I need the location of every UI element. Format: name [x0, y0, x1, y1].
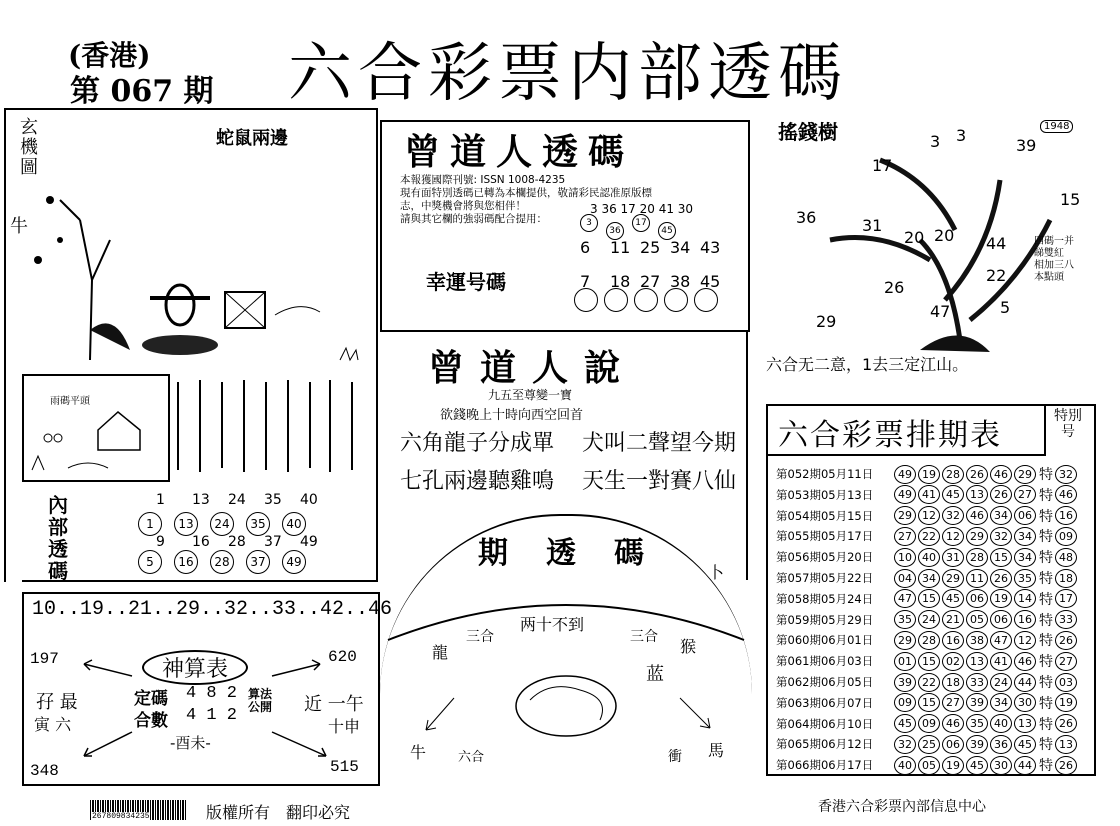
calc-top-right: 620 [328, 648, 357, 666]
saying-sub2: 欲錢晚上十時向西空回首 [440, 408, 584, 423]
draw-number: 45 [1014, 735, 1036, 754]
neibu-top-number: 37 [264, 534, 282, 550]
calc-bottom-right: 515 [330, 758, 359, 776]
special-char: 特 [1039, 737, 1053, 754]
draw-number: 38 [966, 631, 988, 650]
draw-number: 09 [918, 714, 940, 733]
draw-number: 31 [942, 548, 964, 567]
lucky-ball-outline [664, 288, 688, 312]
special-char: 特 [1039, 529, 1053, 546]
special-char: 特 [1039, 675, 1053, 691]
tree-number: 20 [904, 228, 925, 247]
draw-number: 21 [942, 610, 964, 629]
tree-number: 26 [884, 278, 905, 297]
draw-number: 29 [1014, 465, 1036, 484]
neibu-top-number: 49 [300, 534, 318, 550]
notice-line: 本報獲國際刊號: ISSN 1008-4235 [400, 174, 566, 186]
schedule-date: 第062期06月05日 [776, 675, 874, 689]
mid-title: 曾道人透碼 [404, 132, 635, 173]
mid-handwritten: 3 36 17 20 41 30 [590, 202, 694, 216]
period-scribble: 蓝 [646, 664, 664, 685]
draw-number: 35 [966, 714, 988, 733]
neibu-ball: 28 [210, 550, 234, 574]
draw-number: 34 [918, 569, 940, 588]
draw-number: 12 [942, 527, 964, 546]
special-char: 特 [1039, 695, 1053, 712]
saying-title: 曾道人說 [428, 348, 637, 389]
draw-number: 16 [1014, 610, 1036, 629]
schedule-row [776, 650, 1088, 672]
lucky-number: 6 [580, 238, 591, 257]
draw-number: 19 [990, 589, 1012, 608]
lucky-number: 34 [670, 238, 691, 257]
special-char: 特 [1039, 467, 1053, 483]
schedule-row [776, 713, 1088, 735]
draw-number: 41 [918, 485, 940, 504]
draw-number: 33 [966, 673, 988, 692]
special-char: 特 [1039, 487, 1053, 504]
draw-number: 06 [1014, 506, 1036, 525]
draw-number: 06 [990, 610, 1012, 629]
lucky-label: 幸運号碼 [426, 270, 506, 294]
xuanji-label: 玄機圖 [20, 117, 38, 178]
special-char: 特 [1039, 591, 1053, 608]
lucky-number: 27 [640, 272, 661, 291]
house-riddle-title: 雨碼平頭 [50, 396, 90, 407]
neibu-ball: 49 [282, 550, 306, 574]
draw-number: 01 [894, 652, 916, 671]
top-ball: 45 [658, 222, 676, 240]
horse-label: 馬 [708, 741, 725, 760]
schedule-date: 第059期05月29日 [776, 612, 874, 627]
saying-line2a: 七孔兩邊聽雞鳴 [400, 469, 555, 494]
draw-number: 35 [1014, 569, 1036, 588]
chong-label: 衝 [668, 749, 682, 765]
handwritten-columns [170, 376, 370, 476]
special-number: 19 [1055, 693, 1077, 712]
draw-number: 44 [1014, 756, 1036, 775]
period-center: 两十不到 [520, 615, 585, 634]
barcode-number: 267809834235 [92, 812, 150, 821]
saying-line1a: 六角龍子分成單 [400, 431, 555, 456]
tree-title: 搖錢樹 [778, 120, 838, 144]
draw-number: 15 [918, 652, 940, 671]
draw-number: 45 [894, 714, 916, 733]
draw-number: 13 [966, 485, 988, 504]
calc-bottom-text: -酉未- [170, 734, 211, 752]
neibu-top-number: 40 [300, 492, 318, 508]
period-arc-lines [380, 580, 752, 780]
draw-number: 40 [894, 756, 916, 775]
special-number: 18 [1055, 569, 1077, 588]
notice-line: 現有面特別透碼已轉為本欄提供，敬請彩民認准原版標 [400, 187, 652, 199]
draw-number: 39 [966, 735, 988, 754]
riddle-note: 牛 [10, 216, 28, 237]
sanhe-right: 三合 [630, 629, 658, 645]
draw-number: 45 [966, 756, 988, 775]
draw-number: 34 [1014, 527, 1036, 546]
schedule-row [776, 671, 1088, 693]
calc-left-hand: 孖 最 [36, 692, 78, 713]
draw-number: 30 [990, 756, 1012, 775]
neibu-top-number: 13 [192, 492, 210, 508]
draw-number: 24 [918, 610, 940, 629]
draw-number: 28 [966, 548, 988, 567]
monkey-label: 猴 [680, 637, 697, 656]
special-char: 特 [1039, 508, 1053, 525]
period-title: 期透碼 [478, 536, 682, 571]
schedule-row [776, 609, 1088, 631]
draw-number: 30 [1014, 693, 1036, 712]
schedule-date: 第064期06月10日 [776, 716, 874, 731]
schedule-date: 第057期05月22日 [776, 571, 874, 585]
top-ball: 36 [606, 222, 624, 240]
schedule-date: 第065期06月12日 [776, 737, 874, 752]
special-number: 13 [1055, 735, 1077, 754]
tree-number: 29 [816, 312, 837, 331]
page-title: 六合彩票内部透碼 [288, 37, 848, 111]
special-number: 33 [1055, 610, 1077, 629]
tree-number: 5 [1000, 298, 1011, 317]
draw-number: 32 [894, 735, 916, 754]
schedule-row [776, 629, 1088, 651]
lucky-number: 38 [670, 272, 691, 291]
draw-number: 12 [918, 506, 940, 525]
special-number-label: 特別号 [1054, 408, 1082, 440]
riddle-illustration [20, 180, 360, 370]
draw-number: 02 [942, 652, 964, 671]
notice-line: 志，中獎機會將與您相伴！ [400, 200, 526, 212]
tree-side-note: 四碼一并睇雙紅 相加三八本點頭 [1034, 236, 1074, 283]
draw-number: 22 [918, 527, 940, 546]
draw-number: 05 [918, 756, 940, 775]
he-value: 4 1 2 [186, 706, 238, 725]
schedule-row [776, 463, 1088, 485]
tree-number: 36 [796, 208, 817, 227]
draw-number: 34 [990, 506, 1012, 525]
special-number: 27 [1055, 652, 1077, 671]
notice-line: 請與其它欄的強弱碼配合提用： [400, 213, 547, 225]
draw-number: 19 [942, 756, 964, 775]
draw-number: 15 [918, 589, 940, 608]
calc-right-hand2: 十申 [328, 717, 361, 736]
draw-number: 32 [990, 527, 1012, 546]
draw-number: 46 [966, 506, 988, 525]
neibu-top-number: 16 [192, 534, 210, 550]
region-label: (香港) [68, 39, 151, 72]
neibu-ball: 24 [210, 512, 234, 536]
special-char: 特 [1039, 550, 1053, 567]
draw-number: 06 [942, 735, 964, 754]
special-number: 26 [1055, 631, 1077, 650]
draw-number: 22 [918, 673, 940, 692]
draw-number: 29 [942, 569, 964, 588]
draw-number: 46 [1014, 652, 1036, 671]
draw-number: 12 [1014, 631, 1036, 650]
tree-number: 31 [862, 216, 883, 235]
draw-number: 11 [966, 569, 988, 588]
schedule-date: 第053期05月13日 [776, 487, 874, 502]
calc-bottom-left: 348 [30, 762, 59, 780]
draw-number: 47 [894, 589, 916, 608]
draw-number: 39 [966, 693, 988, 712]
calc-left-hand2: 寅 六 [34, 715, 72, 734]
draw-number: 28 [942, 465, 964, 484]
dragon-label: 龍 [432, 643, 449, 662]
special-number: 16 [1055, 506, 1077, 525]
schedule-row [776, 525, 1088, 547]
draw-number: 25 [918, 735, 940, 754]
schedule-row [776, 484, 1088, 506]
sanhe-left: 三合 [466, 629, 494, 645]
issue-number: 第 067 期 [70, 74, 214, 109]
draw-number: 41 [990, 652, 1012, 671]
draw-number: 14 [1014, 589, 1036, 608]
calc-right-hand: 近 一午 [304, 694, 364, 715]
draw-number: 28 [918, 631, 940, 650]
saying-line2b: 天生一對賽八仙 [582, 469, 737, 494]
ding-label: 定碼 [134, 689, 168, 709]
draw-number: 29 [894, 631, 916, 650]
lucky-number: 7 [580, 272, 591, 291]
lucky-number: 11 [610, 238, 631, 257]
draw-number: 06 [966, 589, 988, 608]
top-ball: 3 [580, 214, 598, 232]
draw-number: 24 [990, 673, 1012, 692]
copyright-text: 版權所有 翻印必究 [206, 803, 351, 822]
schedule-row [776, 754, 1088, 776]
special-number: 26 [1055, 714, 1077, 733]
draw-number: 13 [966, 652, 988, 671]
saying-sub1: 九五至尊變一寶 [488, 388, 573, 402]
special-number: 48 [1055, 548, 1077, 567]
tree-number: 15 [1060, 190, 1081, 209]
neibu-top-number: 9 [156, 534, 165, 550]
draw-number: 49 [894, 485, 916, 504]
draw-number: 27 [942, 693, 964, 712]
neibu-top-number: 24 [228, 492, 246, 508]
lucky-number: 25 [640, 238, 661, 257]
special-number: 46 [1055, 485, 1077, 504]
calc-title: 神算表 [142, 650, 248, 685]
lucky-number: 45 [700, 272, 721, 291]
special-char: 特 [1039, 758, 1053, 775]
tree-number: 3 [956, 126, 967, 145]
lucky-number: 43 [700, 238, 721, 257]
schedule-date: 第054期05月15日 [776, 508, 874, 523]
neibu-ball: 5 [138, 550, 162, 574]
period-mark: 卜 [708, 563, 725, 582]
mid-notice [400, 174, 740, 226]
calc-number-line: 10..19..21..29..32..33..42..46 [32, 598, 393, 621]
special-number: 03 [1055, 673, 1077, 692]
schedule-date: 第055期05月17日 [776, 529, 874, 544]
schedule-date: 第063期06月07日 [776, 695, 874, 710]
draw-number: 26 [990, 485, 1012, 504]
calc-top-left: 197 [30, 650, 59, 668]
draw-number: 39 [894, 673, 916, 692]
special-char: 特 [1039, 654, 1053, 671]
special-char: 特 [1039, 633, 1053, 650]
schedule-row [776, 546, 1088, 568]
draw-number: 35 [894, 610, 916, 629]
draw-number: 34 [1014, 548, 1036, 567]
saying-line1b: 犬叫二聲望今期 [582, 431, 737, 456]
draw-number: 04 [894, 569, 916, 588]
top-ball: 17 [632, 214, 650, 232]
neibu-ball: 13 [174, 512, 198, 536]
tree-caption: 六合无二意，1去三定江山。 [766, 355, 969, 374]
lucky-ball-outline [634, 288, 658, 312]
draw-number: 44 [1014, 673, 1036, 692]
schedule-row [776, 733, 1088, 755]
neibu-ball: 40 [282, 512, 306, 536]
draw-number: 47 [990, 631, 1012, 650]
neibu-ball: 16 [174, 550, 198, 574]
lucky-ball-outline [694, 288, 718, 312]
draw-number: 15 [918, 693, 940, 712]
schedule-row [776, 692, 1088, 714]
draw-number: 32 [942, 506, 964, 525]
draw-number: 27 [894, 527, 916, 546]
neibu-ball: 37 [246, 550, 270, 574]
neibu-top-number: 28 [228, 534, 246, 550]
tree-number: 3 [930, 132, 941, 151]
tree-number: 20 [934, 226, 955, 245]
special-char: 特 [1039, 716, 1053, 733]
draw-number: 10 [894, 548, 916, 567]
draw-number: 15 [990, 548, 1012, 567]
draw-number: 27 [1014, 485, 1036, 504]
special-number: 32 [1055, 465, 1077, 484]
tree-number: 22 [986, 266, 1007, 285]
schedule-date: 第060期06月01日 [776, 633, 874, 648]
draw-number: 34 [990, 693, 1012, 712]
neibu-ball: 1 [138, 512, 162, 536]
draw-number: 45 [942, 485, 964, 504]
schedule-title: 六合彩票排期表 [778, 418, 1002, 453]
special-number: 17 [1055, 589, 1077, 608]
lucky-ball-outline [604, 288, 628, 312]
schedule-date: 第058期05月24日 [776, 591, 874, 606]
schedule-date: 第052期05月11日 [776, 467, 874, 481]
draw-number: 26 [990, 569, 1012, 588]
draw-number: 16 [942, 631, 964, 650]
source-text: 香港六合彩票內部信息中心 [818, 799, 986, 815]
tree-number: 47 [930, 302, 951, 321]
tree-number: 17 [872, 156, 893, 175]
ox-label: 牛 [410, 743, 427, 762]
schedule-row [776, 505, 1088, 527]
draw-number: 36 [990, 735, 1012, 754]
tree-number: 44 [986, 234, 1007, 253]
draw-number: 18 [942, 673, 964, 692]
draw-number: 46 [942, 714, 964, 733]
draw-number: 29 [966, 527, 988, 546]
draw-number: 45 [942, 589, 964, 608]
special-char: 特 [1039, 571, 1053, 587]
tree-number: 39 [1016, 136, 1037, 155]
draw-number: 46 [990, 465, 1012, 484]
schedule-date: 第061期06月03日 [776, 654, 874, 669]
schedule-date: 第066期06月17日 [776, 758, 874, 773]
lucky-ball-outline [574, 288, 598, 312]
special-char: 特 [1039, 612, 1053, 629]
ding-value: 4 8 2 [186, 684, 238, 703]
draw-number: 13 [1014, 714, 1036, 733]
draw-number: 40 [918, 548, 940, 567]
tree-stamp: 1948 [1040, 120, 1073, 133]
neibu-top-number: 35 [264, 492, 282, 508]
draw-number: 05 [966, 610, 988, 629]
he-label: 合數 [134, 711, 168, 731]
liuhe-label: 六合 [458, 750, 485, 765]
method-label: 算法 公開 [248, 687, 273, 714]
neibu-label: 內部透碼 [48, 493, 68, 583]
house-illustration [28, 400, 164, 474]
draw-number: 09 [894, 693, 916, 712]
neibu-ball: 35 [246, 512, 270, 536]
neibu-top-number: 1 [156, 492, 165, 508]
draw-number: 19 [918, 465, 940, 484]
draw-number: 40 [990, 714, 1012, 733]
schedule-date: 第056期05月20日 [776, 550, 874, 565]
special-number: 26 [1055, 756, 1077, 775]
schedule-row [776, 588, 1088, 610]
draw-number: 29 [894, 506, 916, 525]
calc-arrows [22, 592, 378, 782]
lucky-number: 18 [610, 272, 631, 291]
special-number: 09 [1055, 527, 1077, 546]
schedule-row [776, 567, 1088, 589]
riddle-caption: 蛇鼠兩邊 [216, 128, 288, 149]
draw-number: 49 [894, 465, 916, 484]
draw-number: 26 [966, 465, 988, 484]
